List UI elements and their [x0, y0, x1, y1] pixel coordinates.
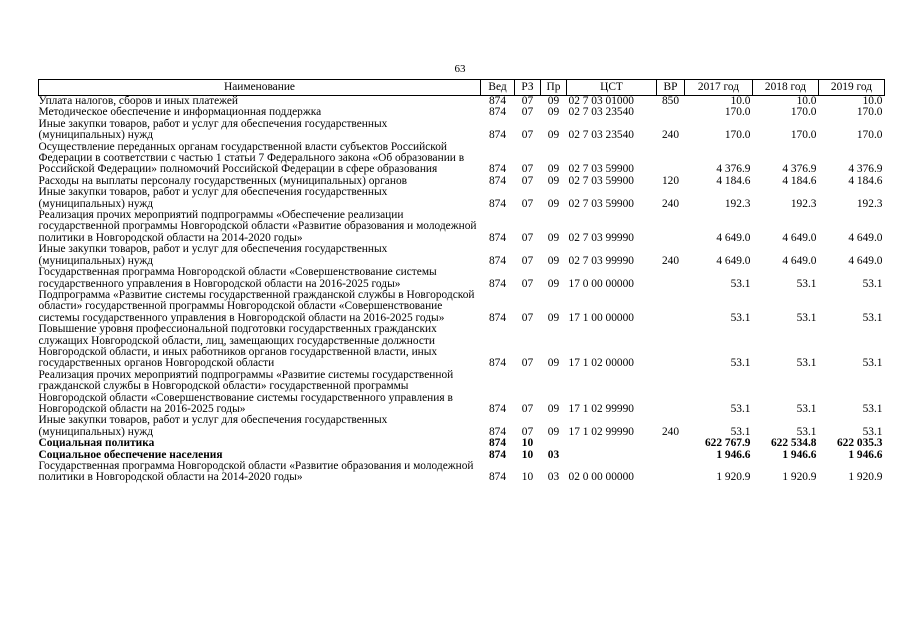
row-value-2017: 4 649.0 [716, 254, 751, 267]
row-pr: 09 [547, 174, 560, 187]
row-value-2017: 622 767.9 [704, 437, 751, 450]
header-cst: ЦСТ [567, 80, 657, 96]
row-vr [657, 142, 685, 176]
table-row [39, 244, 885, 267]
row-vr: 850 [661, 95, 680, 107]
row-ved: 874 [488, 437, 507, 450]
row-value-2017: 170.0 [724, 106, 751, 119]
row-value-2019: 4 649.0 [848, 254, 883, 267]
row-name: Иные закупки товаров, работ и услуг для обеспечения государственных (муниципальных) нужд [38, 186, 388, 210]
row-ved: 874 [488, 471, 507, 484]
row-pr: 03 [547, 448, 560, 461]
row-pr: 09 [547, 106, 560, 119]
row-value-2018: 1 946.6 [782, 448, 817, 461]
row-pr: 09 [547, 129, 560, 142]
row-cst: 17 1 02 99990 [568, 402, 634, 415]
table-body [39, 96, 885, 484]
row-ved: 874 [488, 174, 507, 187]
row-cst: 02 7 03 59900 [568, 163, 634, 176]
row-value-2019: 170.0 [856, 106, 883, 119]
row-pr: 09 [547, 163, 560, 176]
header-ved: Вед [481, 80, 515, 96]
row-rz: 10 [521, 471, 534, 484]
row-value-2019: 4 649.0 [848, 231, 883, 244]
row-rz: 07 [521, 402, 534, 415]
row-ved: 874 [488, 277, 507, 290]
row-vr: 240 [661, 129, 680, 142]
header-vr: ВР [657, 80, 685, 96]
row-name: Реализация прочих мероприятий подпрограммы «Развитие системы государственной гражданской службы в Новгородской области» государственной программы Новгородской области «Совершенствование системы государственного управления в Новгородской области на 2016-2025 годы» [38, 368, 454, 415]
row-value-2017: 53.1 [730, 425, 751, 438]
row-value-2019: 4 376.9 [848, 163, 883, 176]
row-value-2017: 10.0 [730, 95, 751, 107]
row-value-2018: 4 649.0 [782, 231, 817, 244]
row-value-2018: 53.1 [796, 277, 817, 290]
table-row [39, 324, 885, 370]
row-rz: 07 [521, 163, 534, 176]
row-name: Методическое обеспечение и информационная поддержка [38, 106, 322, 119]
row-name: Социальная политика [38, 437, 155, 450]
row-value-2018: 4 376.9 [782, 163, 817, 176]
row-vr [657, 450, 685, 461]
budget-table [38, 79, 885, 484]
row-rz: 07 [521, 95, 534, 107]
row-rz: 07 [521, 311, 534, 324]
row-pr: 09 [547, 277, 560, 290]
row-ved: 874 [488, 311, 507, 324]
row-value-2017: 1 920.9 [716, 471, 751, 484]
header-2019: 2019 год [819, 80, 885, 96]
row-pr [541, 438, 567, 449]
row-vr [657, 370, 685, 416]
row-vr [657, 210, 685, 244]
row-rz: 07 [521, 197, 534, 210]
row-name: Подпрограмма «Развитие системы государственной гражданской службы в Новгородской области» государственной программы Новгородской области «Совершенствование системы государственного управления в Новгородской области на 2016-2025 годы» [38, 288, 475, 324]
row-value-2017: 53.1 [730, 311, 751, 324]
table-header-row [39, 80, 885, 96]
row-value-2018: 192.3 [790, 197, 817, 210]
row-name: Иные закупки товаров, работ и услуг для обеспечения государственных (муниципальных) нужд [38, 414, 388, 438]
row-ved: 874 [488, 448, 507, 461]
row-ved: 874 [488, 163, 507, 176]
row-value-2019: 170.0 [856, 129, 883, 142]
row-rz: 07 [521, 174, 534, 187]
row-cst: 17 1 02 99990 [568, 425, 634, 438]
row-rz: 07 [521, 277, 534, 290]
table-row [39, 119, 885, 142]
row-vr: 240 [661, 197, 680, 210]
row-value-2019: 1 920.9 [848, 471, 883, 484]
row-rz: 07 [521, 357, 534, 370]
row-cst: 02 7 03 23540 [568, 106, 634, 119]
row-vr [657, 290, 685, 324]
row-rz: 07 [521, 231, 534, 244]
row-cst: 17 1 00 00000 [568, 311, 634, 324]
row-ved: 874 [488, 129, 507, 142]
row-name: Социальное обеспечение населения [38, 448, 223, 461]
page-number: 63 [454, 63, 466, 75]
row-ved: 874 [488, 425, 507, 438]
row-value-2019: 53.1 [862, 357, 883, 370]
header-name: Наименование [39, 80, 481, 96]
row-value-2019: 1 946.6 [848, 448, 883, 461]
row-value-2017: 170.0 [724, 129, 751, 142]
row-rz: 07 [521, 254, 534, 267]
row-cst: 02 7 03 01000 [568, 95, 634, 107]
row-value-2017: 4 649.0 [716, 231, 751, 244]
row-value-2019: 4 184.6 [848, 174, 883, 187]
row-pr: 09 [547, 197, 560, 210]
row-rz: 10 [521, 437, 534, 450]
row-cst: 02 7 03 59900 [568, 174, 634, 187]
row-cst [567, 438, 657, 449]
row-value-2017: 53.1 [730, 402, 751, 415]
table-row [39, 290, 885, 324]
row-value-2019: 622 035.3 [836, 437, 883, 450]
table-row [39, 415, 885, 438]
table-row [39, 438, 885, 449]
row-cst: 02 7 03 23540 [568, 129, 634, 142]
row-pr: 09 [547, 402, 560, 415]
row-rz: 10 [521, 448, 534, 461]
row-name: Государственная программа Новгородской области «Развитие образования и молодежной политики в Новгородской области на 2014-2020 годы» [38, 460, 474, 484]
row-vr [657, 267, 685, 290]
row-cst: 17 0 00 00000 [568, 277, 634, 290]
row-value-2017: 1 946.6 [716, 448, 751, 461]
row-pr: 09 [547, 311, 560, 324]
row-value-2017: 4 376.9 [716, 163, 751, 176]
row-name: Иные закупки товаров, работ и услуг для обеспечения государственных (муниципальных) нужд [38, 117, 388, 142]
row-value-2018: 10.0 [796, 95, 817, 107]
row-name: Уплата налогов, сборов и иных платежей [38, 95, 238, 107]
row-cst [567, 450, 657, 461]
row-value-2017: 4 184.6 [716, 174, 751, 187]
row-ved: 874 [488, 357, 507, 370]
row-name: Реализация прочих мероприятий подпрограммы «Обеспечение реализации государственной программы Новгородской области «Развитие образования и молодежной политики в Новгородской области на 2014-2020 годы» [38, 209, 477, 244]
header-rz: РЗ [515, 80, 541, 96]
row-name: Расходы на выплаты персоналу государственных (муниципальных) органов [38, 174, 408, 187]
row-value-2019: 53.1 [862, 311, 883, 324]
row-value-2018: 53.1 [796, 425, 817, 438]
row-value-2017: 53.1 [730, 357, 751, 370]
row-vr [657, 461, 685, 484]
row-pr: 09 [547, 357, 560, 370]
row-value-2018: 1 920.9 [782, 471, 817, 484]
row-value-2018: 4 184.6 [782, 174, 817, 187]
row-cst: 02 0 00 00000 [568, 471, 634, 484]
row-name: Государственная программа Новгородской области «Совершенствование системы государственного управления в Новгородской области на 2016-2025 годы» [38, 266, 437, 290]
row-cst: 02 7 03 59900 [568, 197, 634, 210]
row-vr [657, 438, 685, 449]
row-pr: 09 [547, 425, 560, 438]
header-2018: 2018 год [753, 80, 819, 96]
row-rz: 07 [521, 425, 534, 438]
row-cst: 17 1 02 00000 [568, 357, 634, 370]
header-pr: Пр [541, 80, 567, 96]
table-row [39, 461, 885, 484]
row-cst: 02 7 03 99990 [568, 254, 634, 267]
table-row [39, 142, 885, 176]
row-vr [657, 107, 685, 118]
row-vr [657, 324, 685, 370]
row-ved: 874 [488, 231, 507, 244]
row-value-2019: 53.1 [862, 402, 883, 415]
row-value-2019: 53.1 [862, 277, 883, 290]
row-value-2018: 170.0 [790, 129, 817, 142]
row-value-2018: 622 534.8 [770, 437, 817, 450]
row-name: Повышение уровня профессиональной подготовки государственных гражданских служащих Новгородской области, лиц, замещающих государственные должности Новгородской области, и иных работников органов государственной власти, иных государственных органов Новгородской области [38, 323, 438, 370]
row-value-2019: 192.3 [856, 197, 883, 210]
row-vr: 120 [661, 174, 680, 187]
row-pr: 09 [547, 231, 560, 244]
row-pr: 09 [547, 95, 560, 107]
row-ved: 874 [488, 197, 507, 210]
row-pr: 09 [547, 254, 560, 267]
row-ved: 874 [488, 106, 507, 119]
table-row [39, 370, 885, 416]
row-value-2018: 4 649.0 [782, 254, 817, 267]
row-value-2018: 53.1 [796, 402, 817, 415]
row-vr: 240 [661, 425, 680, 438]
row-value-2018: 170.0 [790, 106, 817, 119]
row-value-2018: 53.1 [796, 311, 817, 324]
row-ved: 874 [488, 254, 507, 267]
row-value-2017: 192.3 [724, 197, 751, 210]
table-row [39, 267, 885, 290]
row-value-2019: 10.0 [862, 95, 883, 107]
row-ved: 874 [488, 402, 507, 415]
row-pr: 03 [547, 471, 560, 484]
row-rz: 07 [521, 129, 534, 142]
row-name: Осуществление переданных органам государственной власти субъектов Российской Федерации в соответствии с частью 1 статьи 7 Федерального закона «Об образовании в Российской Федерации» полномочий Российской Федерации в сфере образования [38, 140, 465, 176]
row-value-2018: 53.1 [796, 357, 817, 370]
row-cst: 02 7 03 99990 [568, 231, 634, 244]
row-value-2019: 53.1 [862, 425, 883, 438]
table-row [39, 187, 885, 210]
table-row [39, 210, 885, 244]
row-ved: 874 [488, 95, 507, 107]
row-rz: 07 [521, 106, 534, 119]
row-vr: 240 [661, 254, 680, 267]
row-value-2017: 53.1 [730, 277, 751, 290]
header-2017: 2017 год [685, 80, 753, 96]
row-name: Иные закупки товаров, работ и услуг для обеспечения государственных (муниципальных) нужд [38, 243, 388, 267]
